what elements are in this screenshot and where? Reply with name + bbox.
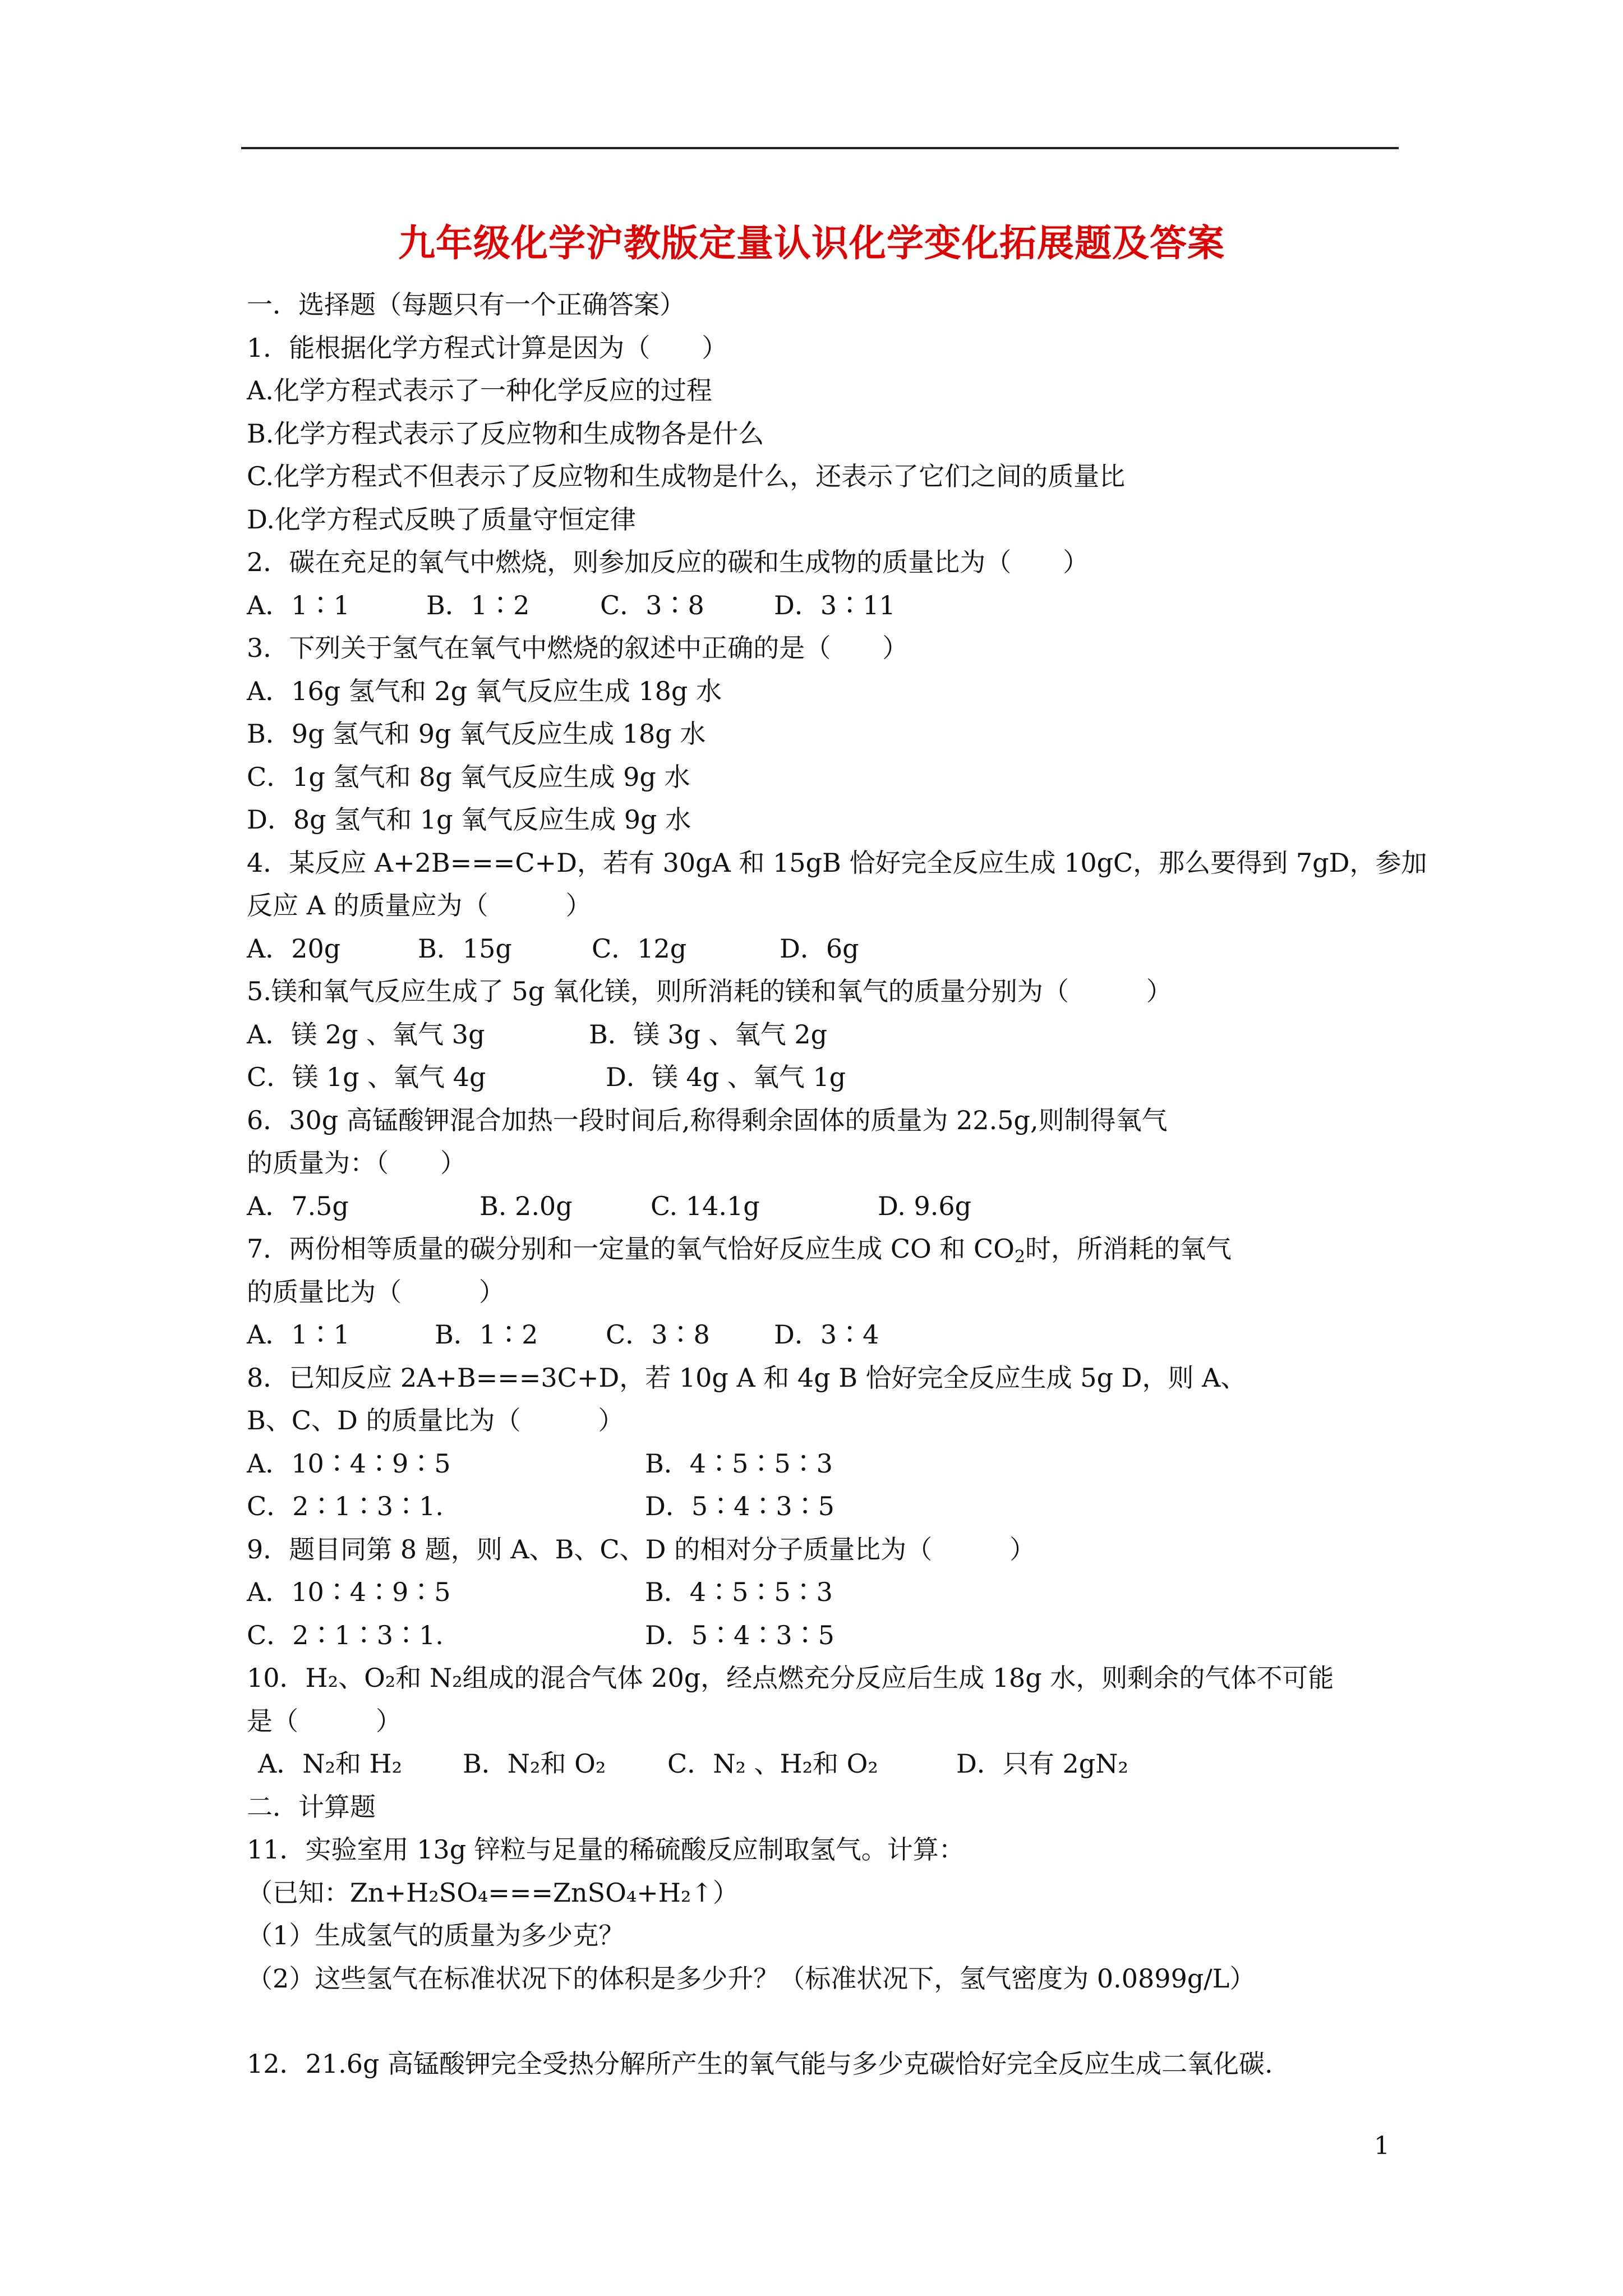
header-rule bbox=[241, 147, 1399, 149]
question-9-option-d: D．5∶4∶3∶5 bbox=[645, 1619, 834, 1650]
question-4-option-d: D．6g bbox=[780, 933, 859, 964]
question-5-option-d: D．镁 4g 、氧气 1g bbox=[606, 1062, 846, 1092]
question-11-stem: 11．实验室用 13g 锌粒与足量的稀硫酸反应制取氢气。计算： bbox=[247, 1834, 965, 1865]
question-4-stem-line2: 反应 A 的质量应为（ ） bbox=[247, 890, 592, 921]
question-6-stem-line1: 6．30g 高锰酸钾混合加热一段时间后,称得剩余固体的质量为 22.5g,则制得氧气 bbox=[247, 1105, 1168, 1135]
question-8-options-ab bbox=[247, 1442, 1402, 1485]
document-title: 九年级化学沪教版定量认识化学变化拓展题及答案 bbox=[398, 221, 1225, 265]
question-9-options-cd bbox=[247, 1614, 1402, 1657]
question-8-option-c: C．2∶1∶3∶1. bbox=[247, 1491, 444, 1521]
question-2-option-b: B．1∶2 bbox=[426, 590, 530, 620]
page-number: 1 bbox=[1374, 2132, 1390, 2160]
question-7-options bbox=[247, 1313, 1402, 1356]
section-heading-calculation: 二．计算题 bbox=[247, 1791, 376, 1822]
question-7-option-a: A．1∶1 bbox=[247, 1319, 350, 1350]
section-heading-choice: 一．选择题（每题只有一个正确答案） bbox=[247, 289, 685, 320]
question-11-part-1: （1）生成氢气的质量为多少克？ bbox=[247, 1920, 625, 1950]
question-1-option-a: A.化学方程式表示了一种化学反应的过程 bbox=[247, 375, 712, 406]
question-2-options bbox=[247, 584, 1402, 627]
question-7-option-d: D．3∶4 bbox=[774, 1319, 879, 1350]
question-10-options bbox=[247, 1742, 1402, 1786]
question-10-option-b: B．N₂和 O₂ bbox=[463, 1749, 606, 1779]
question-3-stem: 3．下列关于氢气在氧气中燃烧的叙述中正确的是（ ） bbox=[247, 633, 909, 663]
question-8-options-cd bbox=[247, 1485, 1402, 1528]
question-5-option-b: B．镁 3g 、氧气 2g bbox=[589, 1019, 828, 1050]
question-9-option-c: C．2∶1∶3∶1. bbox=[247, 1619, 444, 1650]
question-8-option-d: D．5∶4∶3∶5 bbox=[645, 1491, 834, 1521]
question-2-stem: 2．碳在充足的氧气中燃烧，则参加反应的碳和生成物的质量比为（ ） bbox=[247, 547, 1089, 577]
question-8-stem-line1: 8．已知反应 2A+B===3C+D，若 10g A 和 4g B 恰好完全反应生成 5g D，则 A、 bbox=[247, 1362, 1247, 1393]
question-7-option-c: C．3∶8 bbox=[606, 1319, 710, 1350]
question-10-stem-line1: 10．H₂、O₂和 N₂组成的混合气体 20g，经点燃充分反应后生成 18g 水，则剩余的气体不可能 bbox=[247, 1663, 1334, 1693]
question-1-stem: 1．能根据化学方程式计算是因为（ ） bbox=[247, 332, 728, 363]
question-7-option-b: B．1∶2 bbox=[435, 1319, 538, 1350]
question-5-option-c: C．镁 1g 、氧气 4g bbox=[247, 1062, 486, 1092]
question-10-option-a: A．N₂和 H₂ bbox=[258, 1749, 403, 1779]
question-6-option-d: D. 9.6g bbox=[878, 1190, 972, 1221]
question-3-option-d: D．8g 氢气和 1g 氧气反应生成 9g 水 bbox=[247, 804, 691, 835]
question-6-option-a: A．7.5g bbox=[247, 1190, 349, 1221]
question-6-stem-line2: 的质量为：（ ） bbox=[247, 1148, 466, 1178]
question-5-options-cd bbox=[247, 1056, 1402, 1099]
question-3-option-a: A．16g 氢气和 2g 氧气反应生成 18g 水 bbox=[247, 675, 722, 706]
question-7-subscript: 2 bbox=[1014, 1247, 1026, 1267]
question-2-option-c: C．3∶8 bbox=[600, 590, 704, 620]
question-4-option-b: B．15g bbox=[418, 933, 512, 964]
question-4-option-a: A．20g bbox=[247, 933, 341, 964]
question-10-option-d: D．只有 2gN₂ bbox=[956, 1749, 1128, 1779]
question-4-option-c: C．12g bbox=[592, 933, 687, 964]
question-3-option-b: B．9g 氢气和 9g 氧气反应生成 18g 水 bbox=[247, 719, 706, 749]
question-9-option-b: B．4∶5∶5∶3 bbox=[645, 1577, 833, 1607]
question-6-options bbox=[247, 1185, 1402, 1228]
question-6-option-c: C. 14.1g bbox=[651, 1190, 760, 1221]
question-11-part-2: （2）这些氢气在标准状况下的体积是多少升？（标准状况下，氢气密度为 0.0899g/L） bbox=[247, 1963, 1256, 1994]
question-5-stem: 5.镁和氧气反应生成了 5g 氧化镁，则所消耗的镁和氧气的质量分别为（ ） bbox=[247, 976, 1172, 1006]
question-9-options-ab bbox=[247, 1571, 1402, 1614]
question-9-option-a: A．10∶4∶9∶5 bbox=[247, 1577, 451, 1607]
question-4-stem-line1: 4．某反应 A+2B===C+D，若有 30gA 和 15gB 恰好完全反应生成 10gC，那么要得到 7gD，参加 bbox=[247, 847, 1427, 878]
question-9-stem: 9．题目同第 8 题，则 A、B、C、D 的相对分子质量比为（ ） bbox=[247, 1534, 1036, 1565]
question-7-stem-line1 bbox=[247, 1227, 1402, 1271]
document-body bbox=[247, 283, 1427, 2086]
question-7-stem-part1: 7．两份相等质量的碳分别和一定量的氧气恰好反应生成 CO 和 CO bbox=[247, 1234, 1015, 1264]
question-7-stem-line2: 的质量比为（ ） bbox=[247, 1276, 505, 1307]
question-1-option-c: C.化学方程式不但表示了反应物和生成物是什么，还表示了它们之间的质量比 bbox=[247, 461, 1126, 491]
question-5-options-ab bbox=[247, 1013, 1402, 1056]
question-5-option-a: A．镁 2g 、氧气 3g bbox=[247, 1019, 485, 1050]
question-10-stem-line2: 是（ ） bbox=[247, 1705, 402, 1736]
question-7-stem-part2: 时，所消耗的氧气 bbox=[1025, 1234, 1232, 1264]
question-6-option-b: B. 2.0g bbox=[479, 1190, 573, 1221]
question-8-stem-line2: B、C、D 的质量比为（ ） bbox=[247, 1405, 624, 1435]
question-11-known-equation: （已知：Zn+H₂SO₄===ZnSO₄+H₂↑） bbox=[247, 1877, 739, 1908]
question-8-option-a: A．10∶4∶9∶5 bbox=[247, 1448, 451, 1479]
question-10-option-c: C．N₂ 、H₂和 O₂ bbox=[667, 1749, 878, 1779]
question-3-option-c: C．1g 氢气和 8g 氧气反应生成 9g 水 bbox=[247, 761, 690, 792]
question-4-options bbox=[247, 927, 1402, 970]
question-2-option-a: A．1∶1 bbox=[247, 590, 350, 620]
question-1-option-b: B.化学方程式表示了反应物和生成物各是什么 bbox=[247, 418, 764, 449]
question-8-option-b: B．4∶5∶5∶3 bbox=[645, 1448, 833, 1479]
question-1-option-d: D.化学方程式反映了质量守恒定律 bbox=[247, 504, 636, 535]
question-12-stem: 12．21.6g 高锰酸钾完全受热分解所产生的氧气能与多少克碳恰好完全反应生成二氧化碳. bbox=[247, 2049, 1273, 2079]
question-2-option-d: D．3∶11 bbox=[774, 590, 896, 620]
